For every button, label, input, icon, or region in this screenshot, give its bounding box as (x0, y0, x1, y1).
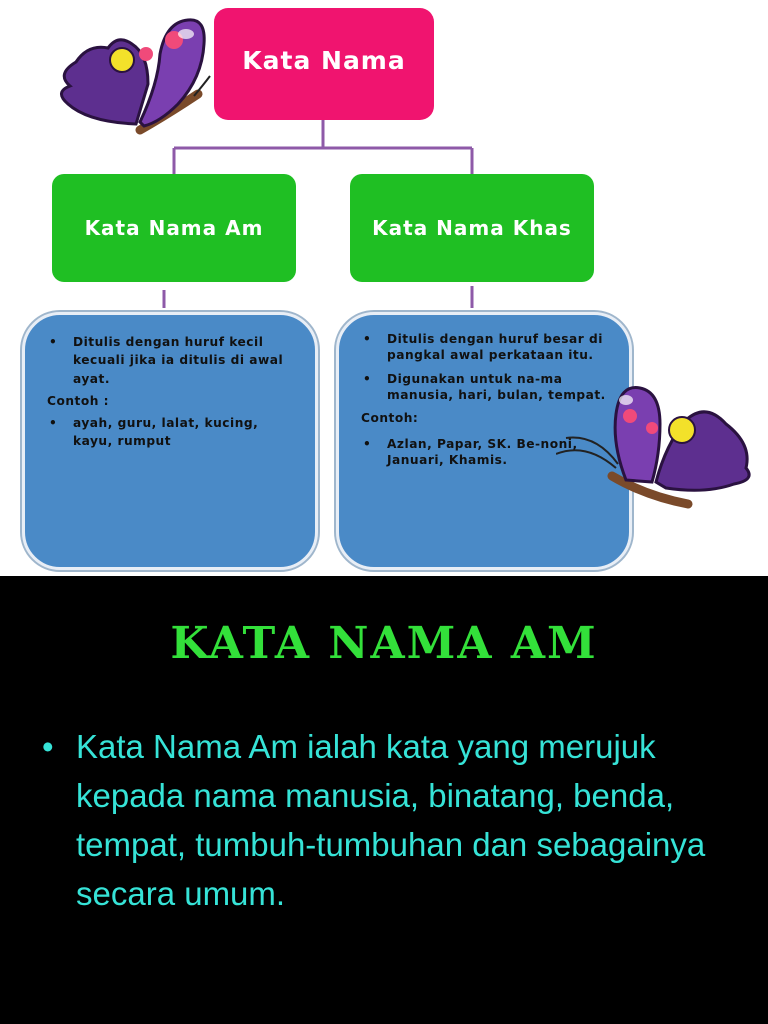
slide-panel (0, 576, 768, 1024)
branch-title: Kata Nama Khas (372, 216, 572, 240)
branch-title: Kata Nama Am (84, 216, 264, 240)
butterfly-icon (48, 14, 214, 142)
slide-heading: KATA NAMA AM (170, 618, 598, 669)
root-node (214, 8, 434, 120)
rule-item: • Ditulis dengan huruf besar di pangkal awal perkataan itu. (361, 332, 615, 364)
slide-body (42, 722, 742, 918)
detail-card-kata-nama-am (22, 312, 318, 570)
example-item: • ayah, guru, lalat, kucing, kayu, rumput (47, 414, 301, 451)
contoh-label: Contoh: (361, 411, 419, 426)
branch-node-kata-nama-khas (350, 174, 594, 282)
butterfly-icon (556, 384, 756, 514)
branch-node-kata-nama-am (52, 174, 296, 282)
rule-item: • Ditulis dengan huruf kecil kecuali jika ia ditulis di awal ayat. (47, 333, 301, 388)
definition-text: Kata Nama Am ialah kata yang merujuk kepada nama manusia, binatang, benda, tempat, tumbuh-tumbuhan dan sebagainya secara umum. (76, 728, 706, 912)
root-label: Kata Nama (242, 45, 406, 75)
rule-item: • Digunakan untuk na-ma manusia, hari, bulan, tempat. (361, 372, 615, 404)
bullet-mark: • (42, 728, 54, 765)
example-item: • Azlan, Papar, SK. Be-noni, Januari, Khamis. (361, 437, 615, 469)
contoh-label: Contoh : (47, 393, 109, 408)
